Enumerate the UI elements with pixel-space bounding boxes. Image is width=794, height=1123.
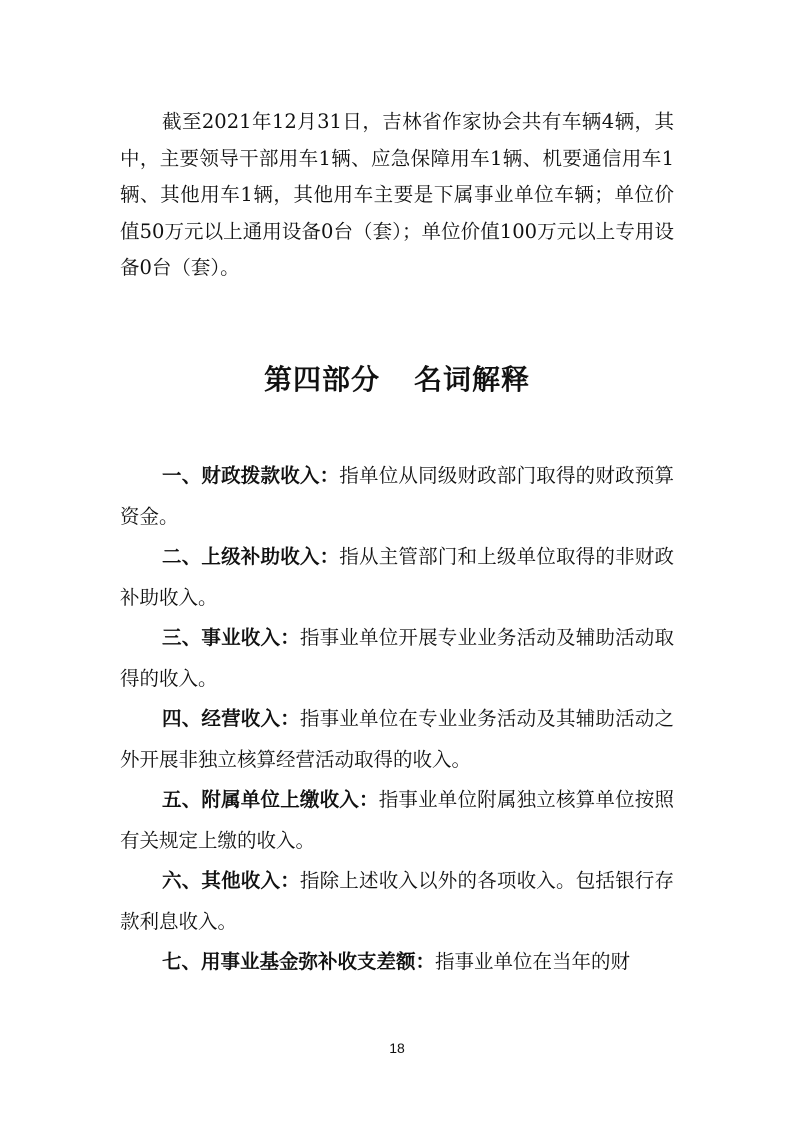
glossary-item: [120, 618, 674, 699]
glossary-item: [120, 861, 674, 942]
glossary-item: [120, 699, 674, 780]
glossary-term: 五、附属单位上缴收入：: [162, 788, 379, 811]
glossary-list: [120, 456, 674, 983]
page-number: 18: [389, 1040, 405, 1056]
glossary-term: 二、上级补助收入：: [162, 545, 340, 568]
section-heading: [0, 358, 794, 398]
glossary-definition: 指单位从同级财政部门取得的财政预算资金。: [120, 464, 674, 528]
glossary-definition: 指事业单位开展专业业务活动及辅助活动取得的收入。: [120, 626, 674, 690]
glossary-term: 一、财政拨款收入：: [162, 464, 340, 487]
glossary-item: [120, 456, 674, 537]
section-part: 第四部分: [263, 363, 380, 396]
glossary-term: 四、经营收入：: [162, 707, 300, 730]
glossary-definition: 指事业单位在专业业务活动及其辅助活动之外开展非独立核算经营活动取得的收入。: [120, 707, 674, 771]
intro-paragraph: 截至2021年12月31日，吉林省作家协会共有车辆4辆，其中，主要领导干部用车1辆、应急保障用车1辆、机要通信用车1辆、其他用车1辆，其他用车主要是下属事业单位车辆；单位价值50万元以上通用设备0台（套）；单位价值100万元以上专用设备0台（套）。: [120, 110, 674, 279]
glossary-term: 七、用事业基金弥补收支差额：: [162, 950, 436, 973]
glossary-definition: 指事业单位附属独立核算单位按照有关规定上缴的收入。: [120, 788, 674, 852]
glossary-term: 六、其他收入：: [162, 869, 300, 892]
glossary-item: [120, 537, 674, 618]
glossary-definition: 指除上述收入以外的各项收入。包括银行存款利息收入。: [120, 869, 674, 933]
glossary-term: 三、事业收入：: [162, 626, 300, 649]
section-title: 名词解释: [414, 363, 531, 396]
glossary-item: [120, 780, 674, 861]
glossary-item: [120, 942, 674, 983]
glossary-definition: 指事业单位在当年的财: [435, 950, 631, 973]
glossary-definition: 指从主管部门和上级单位取得的非财政补助收入。: [120, 545, 674, 609]
